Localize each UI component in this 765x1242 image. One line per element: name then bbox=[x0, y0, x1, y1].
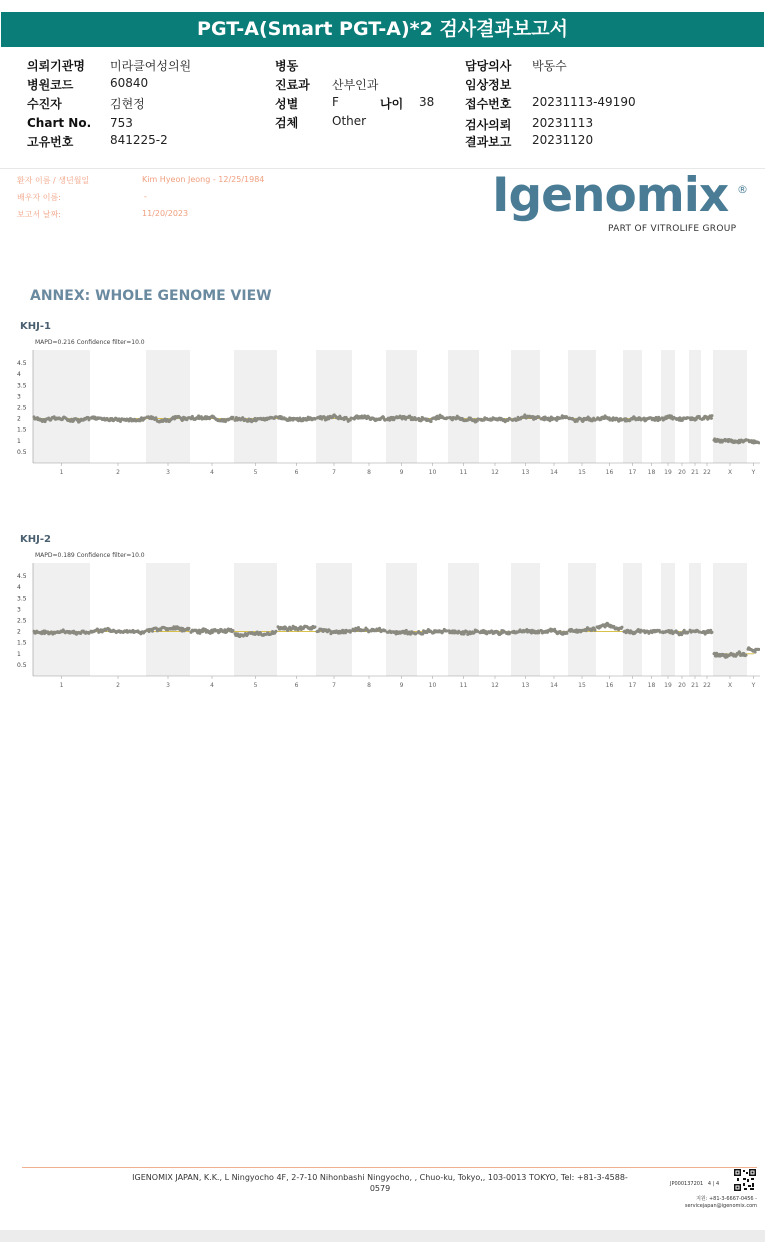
x-tick-label: 15 bbox=[578, 469, 586, 476]
y-tick-label: 3 bbox=[17, 606, 21, 614]
x-tick-label: 15 bbox=[578, 682, 586, 689]
chromosome-points-2 bbox=[90, 415, 147, 423]
x-tick-label: 1 bbox=[59, 469, 64, 476]
doctor-value: 박동수 bbox=[532, 59, 567, 73]
chromosome-band bbox=[33, 563, 90, 676]
copy-number-point bbox=[745, 654, 748, 657]
x-tick-label: 4 bbox=[210, 682, 214, 689]
annex-title: ANNEX: WHOLE GENOME VIEW bbox=[30, 288, 272, 304]
x-tick-label: 11 bbox=[459, 469, 468, 476]
x-tick-label: Y bbox=[751, 682, 756, 689]
x-tick-label: 9 bbox=[399, 682, 404, 689]
copy-number-point bbox=[711, 414, 714, 417]
y-tick-label: 2.5 bbox=[17, 617, 27, 625]
chromosome-band bbox=[661, 350, 675, 463]
logo-registered-mark: ® bbox=[737, 183, 748, 196]
x-tick-label: 16 bbox=[605, 682, 614, 689]
copy-number-point bbox=[621, 626, 624, 629]
x-tick-label: 2 bbox=[116, 682, 120, 689]
y-tick-label: 4.5 bbox=[17, 360, 27, 368]
report-date-label: 보고서 날짜: bbox=[17, 210, 61, 219]
chromosome-points-6 bbox=[277, 625, 317, 632]
y-tick-label: 1.5 bbox=[17, 639, 27, 647]
x-tick-label: 18 bbox=[647, 682, 656, 689]
chromosome-points-Y bbox=[747, 439, 761, 445]
mapd-note-2: MAPD=0.189 Confidence filter=10.0 bbox=[35, 552, 145, 559]
chromosome-band bbox=[689, 350, 701, 463]
partner-label: 배우자 이름: bbox=[17, 193, 61, 202]
x-tick-label: 13 bbox=[521, 469, 530, 476]
copy-number-point bbox=[275, 630, 278, 633]
x-tick-label: 18 bbox=[647, 469, 656, 476]
chromosome-band bbox=[623, 350, 642, 463]
chromosome-band bbox=[713, 563, 747, 676]
y-tick-label: 4 bbox=[17, 371, 21, 379]
footer-code-value: JP000137201 bbox=[670, 1181, 704, 1187]
x-tick-label: 10 bbox=[428, 682, 437, 689]
chromosome-points-18 bbox=[642, 416, 662, 423]
genome-chart-2 bbox=[15, 561, 760, 691]
mapd-note-1: MAPD=0.216 Confidence filter=10.0 bbox=[35, 339, 145, 346]
x-tick-label: 9 bbox=[399, 469, 404, 476]
ward-label: 병동 bbox=[275, 59, 299, 73]
chromosome-band bbox=[448, 563, 479, 676]
x-tick-label: Y bbox=[751, 469, 756, 476]
footer-contact-phone: 지원: +81-3-6667-0456 - bbox=[696, 1196, 757, 1202]
x-tick-label: 20 bbox=[678, 469, 686, 476]
footer-divider bbox=[22, 1167, 757, 1168]
x-tick-label: 7 bbox=[332, 469, 336, 476]
copy-number-point bbox=[566, 632, 569, 635]
patient-name-label: 환자 이름 / 생년월일 bbox=[17, 176, 90, 185]
request-value: 20231113 bbox=[532, 116, 594, 130]
copy-number-point bbox=[754, 651, 757, 654]
x-tick-label: 3 bbox=[166, 682, 170, 689]
copy-number-point bbox=[188, 627, 191, 630]
chromosome-points-16 bbox=[596, 414, 624, 422]
x-tick-label: 22 bbox=[703, 469, 711, 476]
y-tick-label: 2 bbox=[17, 415, 21, 423]
chromosome-points-14 bbox=[540, 627, 569, 635]
footer-contact bbox=[660, 1196, 757, 1210]
x-tick-label: 1 bbox=[59, 682, 64, 689]
receipt-no-label: 접수번호 bbox=[465, 97, 512, 111]
patient-label: 수진자 bbox=[27, 97, 62, 111]
x-tick-label: 14 bbox=[550, 469, 558, 476]
patient-value: 김현정 bbox=[110, 97, 145, 111]
x-tick-label: 5 bbox=[253, 682, 258, 689]
chromosome-band bbox=[234, 350, 277, 463]
copy-number-point bbox=[232, 629, 235, 632]
chromosome-band bbox=[234, 563, 277, 676]
sex-label: 성별 bbox=[275, 97, 299, 111]
x-tick-label: 12 bbox=[491, 682, 499, 689]
y-tick-label: 4.5 bbox=[17, 573, 27, 581]
chromosome-points-22 bbox=[701, 414, 714, 421]
chromosome-band bbox=[146, 563, 190, 676]
unique-no-label: 고유번호 bbox=[27, 135, 74, 149]
footer-page: 4 | 4 bbox=[707, 1181, 720, 1187]
request-label: 검사의뢰 bbox=[465, 118, 512, 132]
x-tick-label: 12 bbox=[491, 469, 499, 476]
footer-code bbox=[670, 1181, 719, 1187]
x-tick-label: 6 bbox=[294, 682, 299, 689]
receipt-no-value: 20231113-49190 bbox=[532, 95, 636, 109]
specimen-label: 검체 bbox=[275, 116, 299, 130]
chromosome-band bbox=[511, 563, 540, 676]
result-value: 20231120 bbox=[532, 133, 594, 147]
chromosome-points-4 bbox=[190, 627, 235, 635]
y-tick-label: 2.5 bbox=[17, 404, 27, 412]
x-tick-label: 5 bbox=[253, 469, 258, 476]
page-bottom-strip bbox=[0, 1230, 765, 1242]
genome-chart-1 bbox=[15, 348, 760, 478]
y-tick-label: 3 bbox=[17, 393, 21, 401]
copy-number-point bbox=[711, 631, 714, 634]
x-tick-label: 11 bbox=[459, 682, 468, 689]
x-tick-label: 16 bbox=[605, 469, 614, 476]
x-tick-label: 21 bbox=[691, 469, 699, 476]
chromosome-points-2 bbox=[90, 627, 147, 635]
x-tick-label: 7 bbox=[332, 682, 336, 689]
x-tick-label: 13 bbox=[521, 682, 530, 689]
hospital-code-label: 병원코드 bbox=[27, 78, 74, 92]
copy-number-point bbox=[594, 629, 597, 632]
x-tick-label: 17 bbox=[628, 682, 637, 689]
x-tick-label: 8 bbox=[367, 682, 371, 689]
copy-number-point bbox=[538, 631, 541, 634]
sample-label-2: KHJ-2 bbox=[20, 534, 51, 545]
x-tick-label: 17 bbox=[628, 469, 637, 476]
clinical-label: 임상정보 bbox=[465, 78, 512, 92]
y-tick-label: 3.5 bbox=[17, 595, 27, 603]
y-tick-label: 1 bbox=[17, 437, 21, 445]
age-label: 나이 bbox=[380, 97, 404, 111]
chromosome-band bbox=[689, 563, 701, 676]
sex-value: F bbox=[332, 95, 339, 109]
chromosome-points-8 bbox=[352, 414, 387, 422]
sample-label-1: KHJ-1 bbox=[20, 321, 51, 332]
y-tick-label: 0.5 bbox=[17, 661, 27, 669]
chromosome-band bbox=[713, 350, 747, 463]
chromosome-band bbox=[316, 350, 352, 463]
result-label: 결과보고 bbox=[465, 135, 512, 149]
chart-no-value: 753 bbox=[110, 116, 133, 130]
copy-number-point bbox=[232, 416, 235, 419]
institution-value: 미라클여성의원 bbox=[110, 59, 192, 73]
x-tick-label: 6 bbox=[294, 469, 299, 476]
x-tick-label: 20 bbox=[678, 682, 686, 689]
x-tick-label: 14 bbox=[550, 682, 558, 689]
x-tick-label: 19 bbox=[664, 682, 672, 689]
chromosome-band bbox=[386, 563, 417, 676]
chromosome-points-22 bbox=[701, 629, 714, 636]
chromosome-band bbox=[568, 350, 596, 463]
chromosome-points-20 bbox=[675, 416, 690, 422]
institution-label: 의뢰기관명 bbox=[27, 59, 85, 73]
copy-number-point bbox=[430, 420, 433, 423]
chromosome-points-8 bbox=[352, 626, 387, 633]
x-tick-label: 2 bbox=[116, 469, 120, 476]
x-tick-label: X bbox=[727, 469, 733, 476]
y-tick-label: 1.5 bbox=[17, 426, 27, 434]
x-tick-label: X bbox=[727, 682, 733, 689]
dept-label: 진료과 bbox=[275, 78, 310, 92]
hospital-code-value: 60840 bbox=[110, 76, 149, 90]
chart-no-label: Chart No. bbox=[27, 116, 92, 130]
logo-subtitle: PART OF VITROLIFE GROUP bbox=[608, 224, 737, 234]
chromosome-points-14 bbox=[540, 414, 569, 422]
chromosome-points-20 bbox=[675, 629, 690, 637]
y-tick-label: 2 bbox=[17, 628, 21, 636]
chromosome-points-12 bbox=[479, 416, 512, 423]
x-tick-label: 3 bbox=[166, 469, 170, 476]
x-tick-label: 8 bbox=[367, 469, 371, 476]
x-tick-label: 4 bbox=[210, 469, 214, 476]
unique-no-value: 841225-2 bbox=[110, 133, 168, 147]
copy-number-point bbox=[314, 625, 317, 628]
copy-number-point bbox=[88, 632, 91, 635]
x-tick-label: 19 bbox=[664, 469, 672, 476]
partner-value: - bbox=[144, 192, 147, 201]
y-tick-label: 3.5 bbox=[17, 382, 27, 390]
age-value: 38 bbox=[419, 95, 435, 109]
report-date-value: 11/20/2023 bbox=[142, 209, 189, 218]
x-tick-label: 22 bbox=[703, 682, 711, 689]
chromosome-points-6 bbox=[277, 415, 317, 422]
chromosome-band bbox=[146, 350, 190, 463]
chromosome-band bbox=[33, 350, 90, 463]
report-title: PGT-A(Smart PGT-A)*2 검사결과보고서 bbox=[1, 12, 764, 47]
patient-name-value: Kim Hyeon Jeong - 12/25/1984 bbox=[142, 175, 265, 184]
chromosome-points-16 bbox=[596, 622, 624, 632]
chromosome-band bbox=[623, 563, 642, 676]
qr-code-icon bbox=[734, 1169, 756, 1191]
copy-number-point bbox=[710, 417, 713, 420]
igenomix-logo: Igenomix bbox=[492, 168, 729, 223]
chromosome-points-18 bbox=[642, 629, 662, 635]
chromosome-band bbox=[511, 350, 540, 463]
doctor-label: 담당의사 bbox=[465, 59, 512, 73]
chromosome-band bbox=[316, 563, 352, 676]
x-tick-label: 10 bbox=[428, 469, 437, 476]
chromosome-points-10 bbox=[417, 414, 449, 423]
y-tick-label: 0.5 bbox=[17, 448, 27, 456]
chromosome-band bbox=[386, 350, 417, 463]
chromosome-band bbox=[448, 350, 479, 463]
chromosome-points-12 bbox=[479, 629, 512, 636]
dept-value: 산부인과 bbox=[332, 78, 379, 92]
footer-address: IGENOMIX JAPAN, K.K., L Ningyocho 4F, 2-7-10 Nihonbashi Ningyocho, , Chuo-ku, Tokyo,, 103-0013 TOKYO, Tel: +81-3-4588-0579 bbox=[132, 1173, 628, 1193]
y-tick-label: 1 bbox=[17, 650, 21, 658]
x-tick-label: 21 bbox=[691, 682, 699, 689]
chromosome-points-Y bbox=[747, 646, 761, 653]
specimen-value: Other bbox=[332, 114, 367, 128]
y-tick-label: 4 bbox=[17, 584, 21, 592]
chromosome-band bbox=[568, 563, 596, 676]
footer-contact-email: servicejapan@igenomix.com bbox=[684, 1203, 757, 1209]
chromosome-band bbox=[661, 563, 675, 676]
